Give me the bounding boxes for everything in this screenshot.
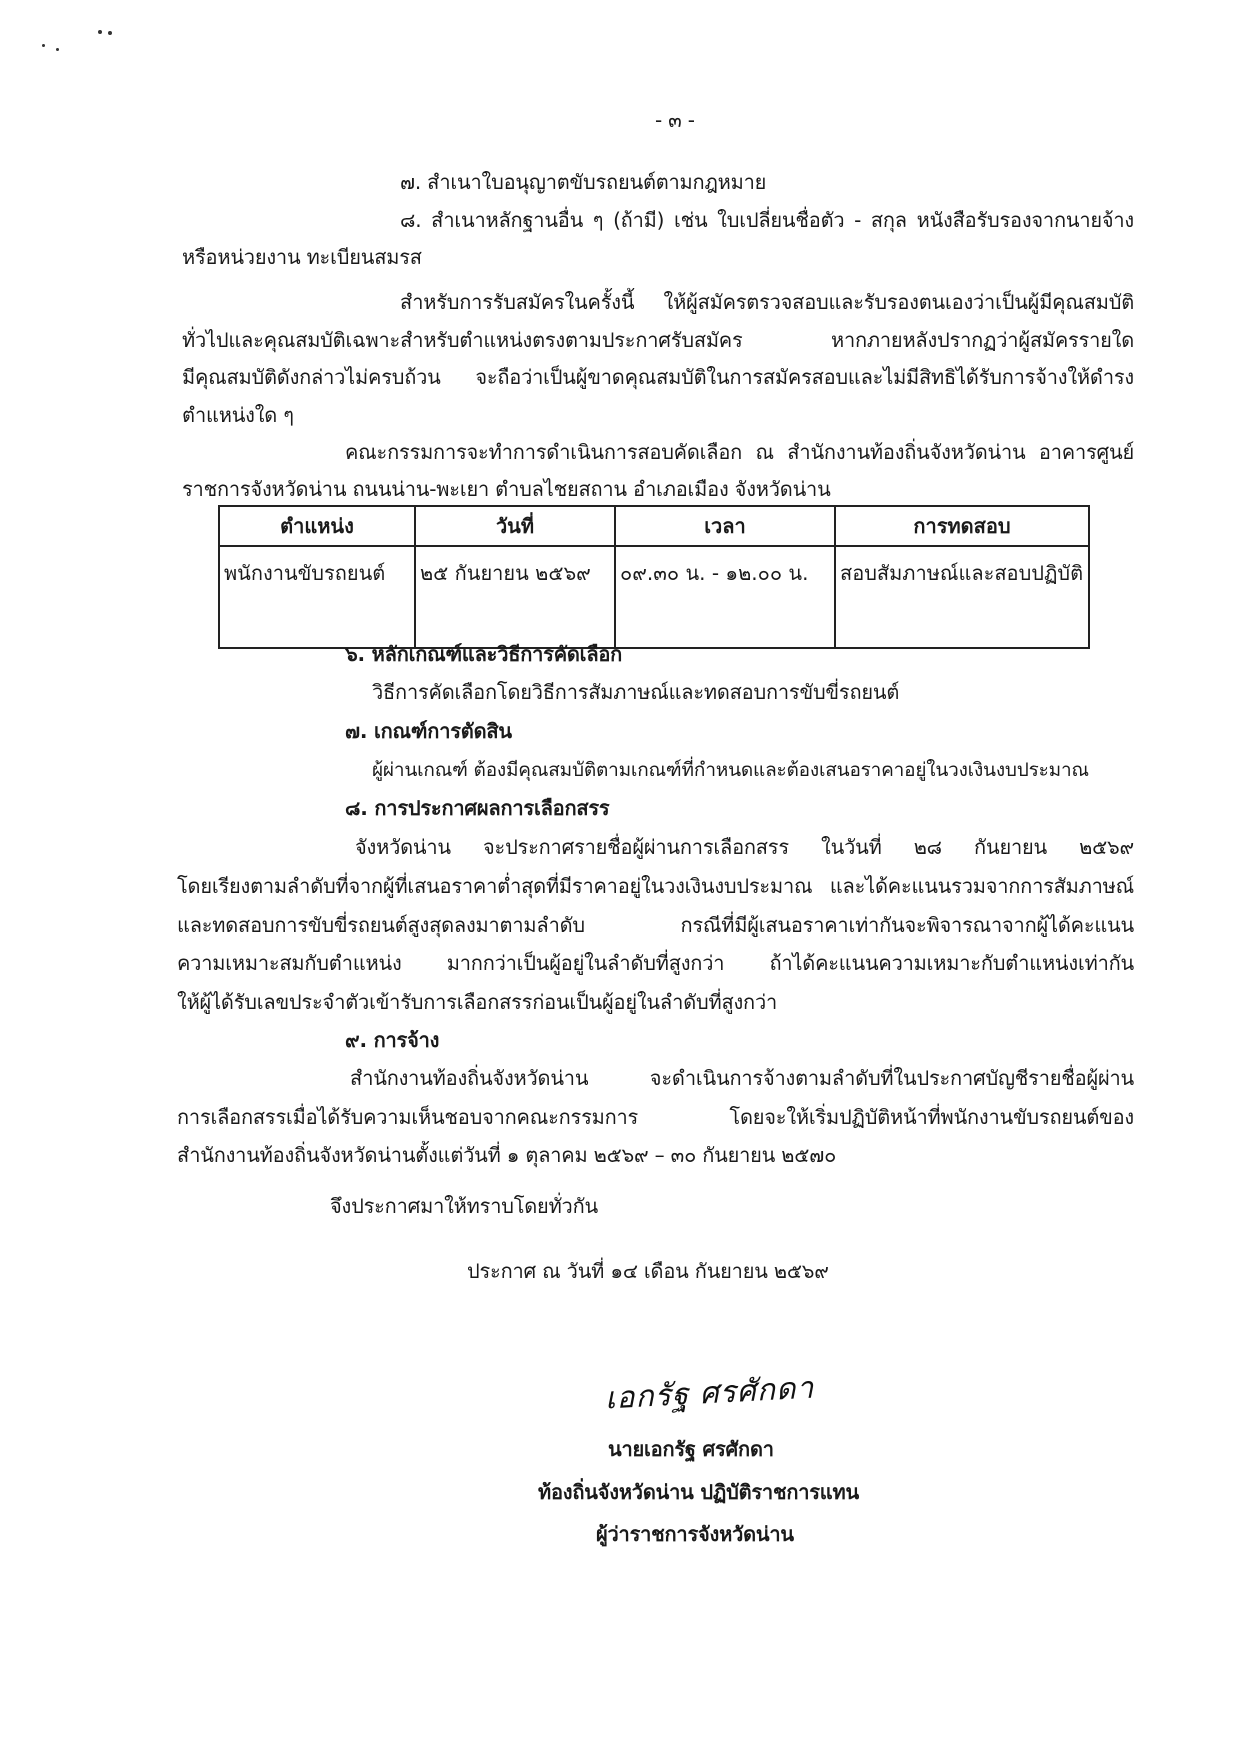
qualification-line-4: ตำแหน่งใด ๆ (182, 403, 294, 427)
section-8-line-5: ให้ผู้ได้รับเลขประจำตัวเข้ารับการเลือกสรรก่อนเป็นผู้อยู่ในลำดับที่สูงกว่า (177, 990, 778, 1014)
closing-statement: จึงประกาศมาให้ทราบโดยทั่วกัน (330, 1194, 598, 1218)
section-6-text: วิธีการคัดเลือกโดยวิธีการสัมภาษณ์และทดสอบการขับขี่รถยนต์ (372, 680, 900, 704)
venue-line-1: คณะกรรมการจะทำการดำเนินการสอบคัดเลือก ณ สำนักงานท้องถิ่นจังหวัดน่าน อาคารศูนย์ (345, 440, 1134, 464)
table-row (219, 546, 1089, 648)
intro-item-8: ๘. สำเนาหลักฐานอื่น ๆ (ถ้ามี) เช่น ใบเปลี่ยนชื่อตัว - สกุล หนังสือรับรองจากนายจ้าง (400, 208, 1134, 232)
section-8-line-1: จังหวัดน่าน จะประกาศรายชื่อผู้ผ่านการเลือกสรร ในวันที่ ๒๘ กันยายน ๒๕๖๙ (355, 835, 1134, 859)
page-number: - ๓ - (655, 108, 695, 132)
qualification-line-3: มีคุณสมบัติดังกล่าวไม่ครบถ้วน จะถือว่าเป็นผู้ขาดคุณสมบัติในการสมัครสอบและไม่มีสิทธิได้รับการจ้างให้ดำรง (182, 365, 1134, 389)
cell-position: พนักงานขับรถยนต์ (219, 546, 415, 648)
cell-time: ๐๙.๓๐ น. - ๑๒.๐๐ น. (615, 546, 835, 648)
scan-speck (98, 30, 102, 34)
header-test: การทดสอบ (835, 506, 1089, 546)
section-7-text: ผู้ผ่านเกณฑ์ ต้องมีคุณสมบัติตามเกณฑ์ที่กำหนดและต้องเสนอราคาอยู่ในวงเงินงบประมาณ (372, 759, 1089, 781)
section-9-line-3: สำนักงานท้องถิ่นจังหวัดน่านตั้งแต่วันที่ ๑ ตุลาคม ๒๕๖๙ – ๓๐ กันยายน ๒๕๗๐ (177, 1143, 837, 1167)
section-6-heading: ๖. หลักเกณฑ์และวิธีการคัดเลือก (345, 642, 623, 666)
cell-test: สอบสัมภาษณ์และสอบปฏิบัติ (835, 546, 1089, 648)
announcement-date: ประกาศ ณ วันที่ ๑๔ เดือน กันยายน ๒๕๖๙ (467, 1259, 829, 1283)
signatory-title-1: ท้องถิ่นจังหวัดน่าน ปฏิบัติราชการแทน (538, 1480, 859, 1504)
table-header-row (219, 506, 1089, 546)
signatory-title-2: ผู้ว่าราชการจังหวัดน่าน (596, 1522, 794, 1546)
qualification-line-1: สำหรับการรับสมัครในครั้งนี้ ให้ผู้สมัครตรวจสอบและรับรองตนเองว่าเป็นผู้มีคุณสมบัติ (400, 290, 1134, 314)
scan-speck (42, 44, 45, 47)
scan-speck (56, 48, 59, 51)
intro-item-8-cont: หรือหน่วยงาน ทะเบียนสมรส (182, 245, 422, 269)
section-8-line-4: ความเหมาะสมกับตำแหน่ง มากกว่าเป็นผู้อยู่ในลำดับที่สูงกว่า ถ้าได้คะแนนความเหมาะกับตำแหน่งเท่ากัน (177, 951, 1134, 975)
header-time: เวลา (615, 506, 835, 546)
section-7-heading: ๗. เกณฑ์การตัดสิน (345, 719, 512, 743)
intro-item-7: ๗. สำเนาใบอนุญาตขับรถยนต์ตามกฎหมาย (400, 170, 767, 194)
signatory-name: นายเอกรัฐ ศรศักดา (608, 1437, 774, 1461)
header-date: วันที่ (415, 506, 615, 546)
section-9-line-2: การเลือกสรรเมื่อได้รับความเห็นชอบจากคณะกรรมการ โดยจะให้เริ่มปฏิบัติหน้าที่พนักงานขับรถยนต์ของ (177, 1105, 1134, 1129)
venue-line-2: ราชการจังหวัดน่าน ถนนน่าน-พะเยา ตำบลไชยสถาน อำเภอเมือง จังหวัดน่าน (182, 477, 831, 501)
handwritten-signature: เอกรัฐ ศรศักดา (604, 1370, 816, 1417)
section-8-line-3: และทดสอบการขับขี่รถยนต์สูงสุดลงมาตามลำดับ กรณีที่มีผู้เสนอราคาเท่ากันจะพิจารณาจากผู้ได้คะแนน (177, 913, 1134, 937)
header-position: ตำแหน่ง (219, 506, 415, 546)
qualification-line-2: ทั่วไปและคุณสมบัติเฉพาะสำหรับตำแหน่งตรงตามประกาศรับสมัคร หากภายหลังปรากฏว่าผู้สมัครรายใด (182, 328, 1134, 352)
section-8-heading: ๘. การประกาศผลการเลือกสรร (345, 796, 610, 820)
section-9-line-1: สำนักงานท้องถิ่นจังหวัดน่าน จะดำเนินการจ้างตามลำดับที่ในประกาศบัญชีรายชื่อผู้ผ่าน (350, 1066, 1134, 1090)
exam-schedule-table (218, 505, 1090, 649)
section-9-heading: ๙. การจ้าง (345, 1028, 440, 1052)
scan-speck (108, 31, 112, 35)
cell-date: ๒๕ กันยายน ๒๕๖๙ (415, 546, 615, 648)
section-8-line-2: โดยเรียงตามลำดับที่จากผู้ที่เสนอราคาต่ำสุดที่มีราคาอยู่ในวงเงินงบประมาณ และได้คะแนนรวมจากการสัมภาษณ์ (177, 874, 1134, 898)
